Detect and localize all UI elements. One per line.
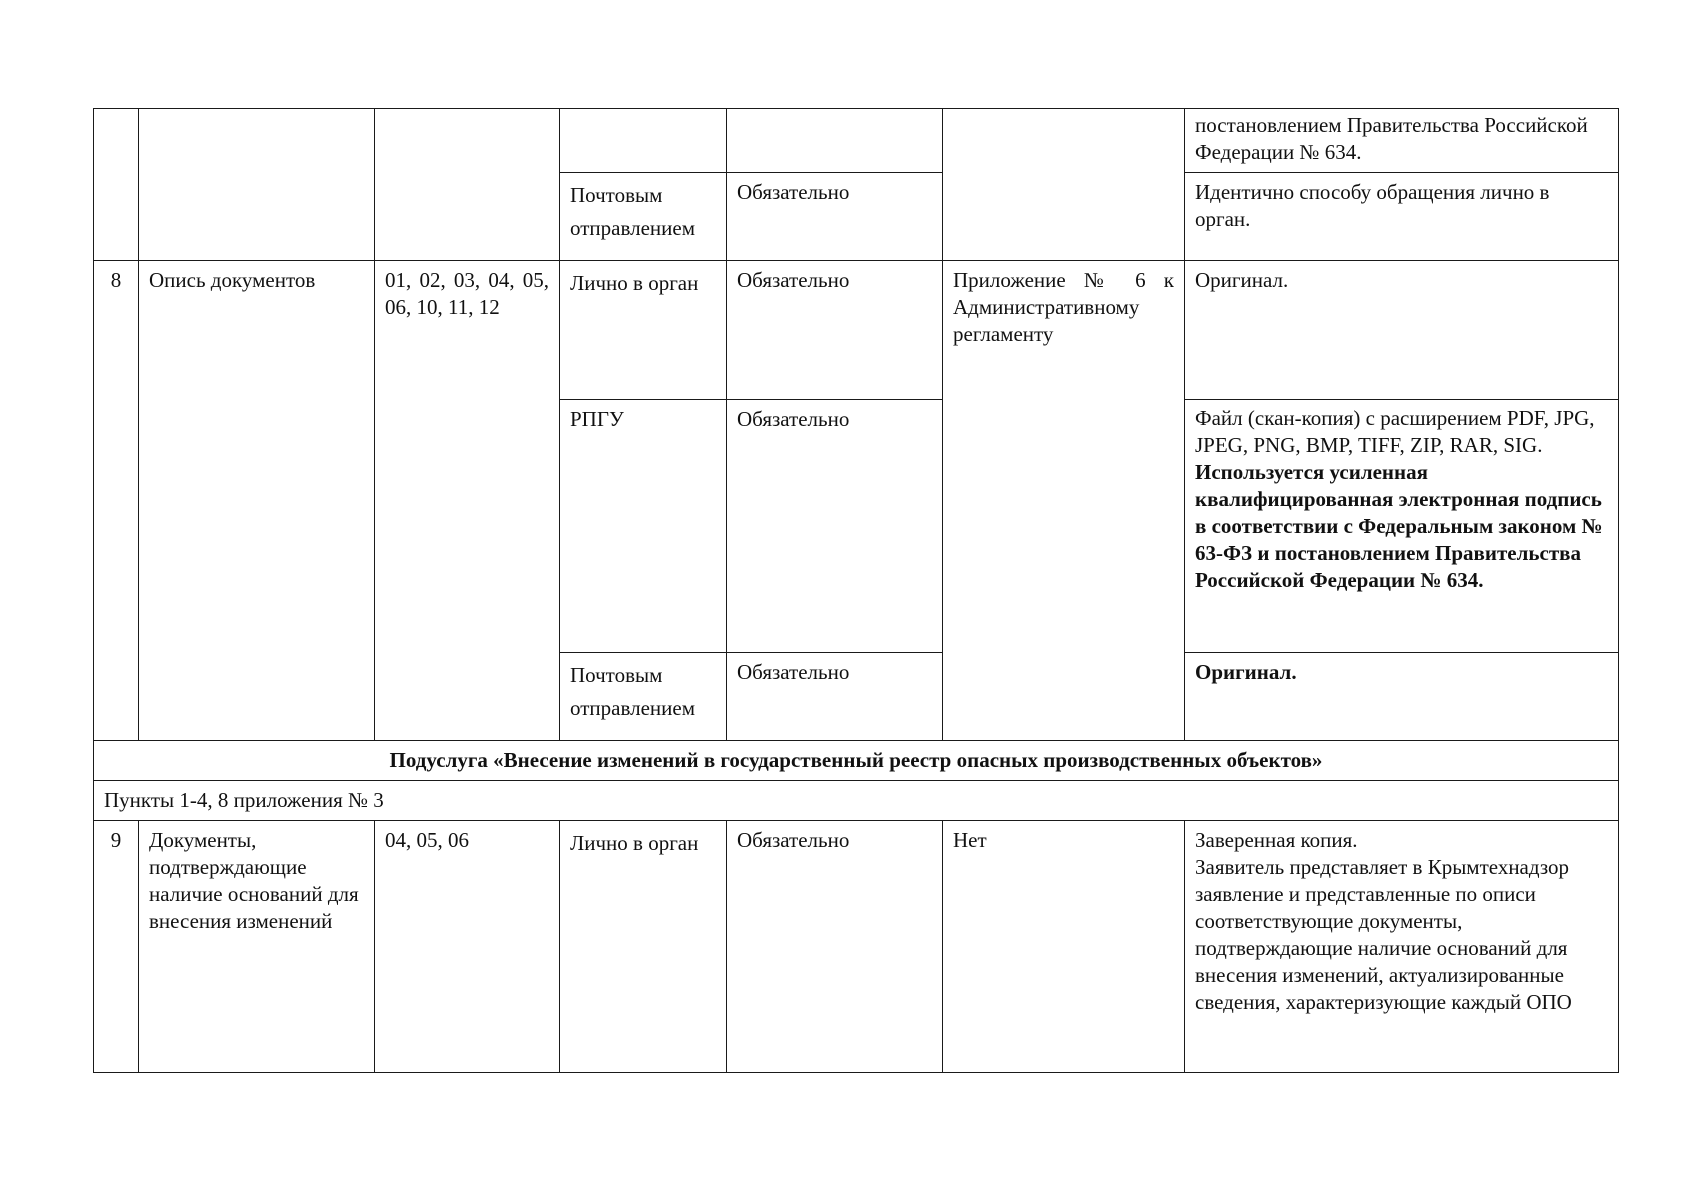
signature-requirement-text: Используется усиленная квалифицированная электронная подпись в соответствии с Федеральным законом № 63-ФЗ и постановлением Правительства Российской Федерации № 634. <box>1195 460 1603 592</box>
row-number: 9 <box>110 828 122 852</box>
requirements-text: постановлением Правительства Российской Федерации № 634. <box>1195 113 1588 164</box>
basis-text: Приложение № 6 к Административному регламенту <box>953 268 1174 346</box>
cell-method <box>560 821 727 1073</box>
cell-requirements <box>1185 653 1619 741</box>
cell-status <box>727 653 943 741</box>
cell-codes <box>375 261 560 741</box>
table-row <box>94 109 1619 173</box>
table-row <box>94 781 1619 821</box>
cell-method <box>560 400 727 653</box>
cell-requirements <box>1185 109 1619 173</box>
codes-text: 01, 02, 03, 04, 05, 06, 10, 11, 12 <box>385 268 549 319</box>
cell-codes <box>375 821 560 1073</box>
requirements-text: Заверенная копия. <box>1195 828 1358 852</box>
table-row <box>94 741 1619 781</box>
subservice-title <box>94 741 1619 781</box>
table-row <box>94 821 1619 1073</box>
cell-basis <box>943 821 1185 1073</box>
basis-text: Нет <box>953 828 987 852</box>
cell-requirements <box>1185 261 1619 400</box>
documents-table <box>93 108 1619 1073</box>
cell-name <box>139 821 375 1073</box>
cell-method <box>560 173 727 261</box>
cell-status-empty <box>727 109 943 173</box>
cell-status <box>727 173 943 261</box>
cell-name <box>139 261 375 741</box>
requirements-text: Оригинал. <box>1195 268 1289 292</box>
method-text: Почтовым отправлением <box>570 183 695 240</box>
codes-text: 04, 05, 06 <box>385 828 469 852</box>
cell-codes-empty <box>375 109 560 261</box>
status-text: Обязательно <box>737 660 850 684</box>
status-text: Обязательно <box>737 828 850 852</box>
requirements-detail-text: Заявитель представляет в Крымтехнадзор заявление и представленные по описи соответствующие документы, подтверждающие наличие оснований для внесения изменений, актуализированные сведения, характеризующие каждый ОПО <box>1195 855 1572 1014</box>
requirements-text: Оригинал. <box>1195 660 1297 684</box>
table-row <box>94 261 1619 400</box>
row-number: 8 <box>110 268 122 292</box>
cell-requirements <box>1185 173 1619 261</box>
cell-method-empty <box>560 109 727 173</box>
cell-num <box>94 821 139 1073</box>
cell-status <box>727 261 943 400</box>
requirements-text: Идентично способу обращения лично в орган. <box>1195 180 1550 231</box>
subservice-title-text: Подуслуга «Внесение изменений в государственный реестр опасных производственных объектов» <box>389 748 1323 772</box>
method-text: РПГУ <box>570 407 624 431</box>
cell-basis-empty <box>943 109 1185 261</box>
cell-name-empty <box>139 109 375 261</box>
cell-method <box>560 261 727 400</box>
cell-basis <box>943 261 1185 741</box>
method-text: Лично в орган <box>570 831 699 855</box>
cell-status <box>727 821 943 1073</box>
document-name: Документы, подтверждающие наличие оснований для внесения изменений <box>149 828 359 933</box>
document-name: Опись документов <box>149 268 316 292</box>
cell-method <box>560 653 727 741</box>
status-text: Обязательно <box>737 180 850 204</box>
subservice-points-text: Пункты 1-4, 8 приложения № 3 <box>104 788 384 812</box>
method-text: Лично в орган <box>570 271 699 295</box>
requirements-text: Файл (скан-копия) с расширением PDF, JPG, JPEG, PNG, BMP, TIFF, ZIP, RAR, SIG. <box>1195 406 1595 457</box>
cell-num <box>94 261 139 741</box>
status-text: Обязательно <box>737 268 850 292</box>
status-text: Обязательно <box>737 407 850 431</box>
cell-requirements <box>1185 400 1619 653</box>
subservice-points <box>94 781 1619 821</box>
cell-status <box>727 400 943 653</box>
cell-num-empty <box>94 109 139 261</box>
method-text: Почтовым отправлением <box>570 663 695 720</box>
cell-requirements <box>1185 821 1619 1073</box>
